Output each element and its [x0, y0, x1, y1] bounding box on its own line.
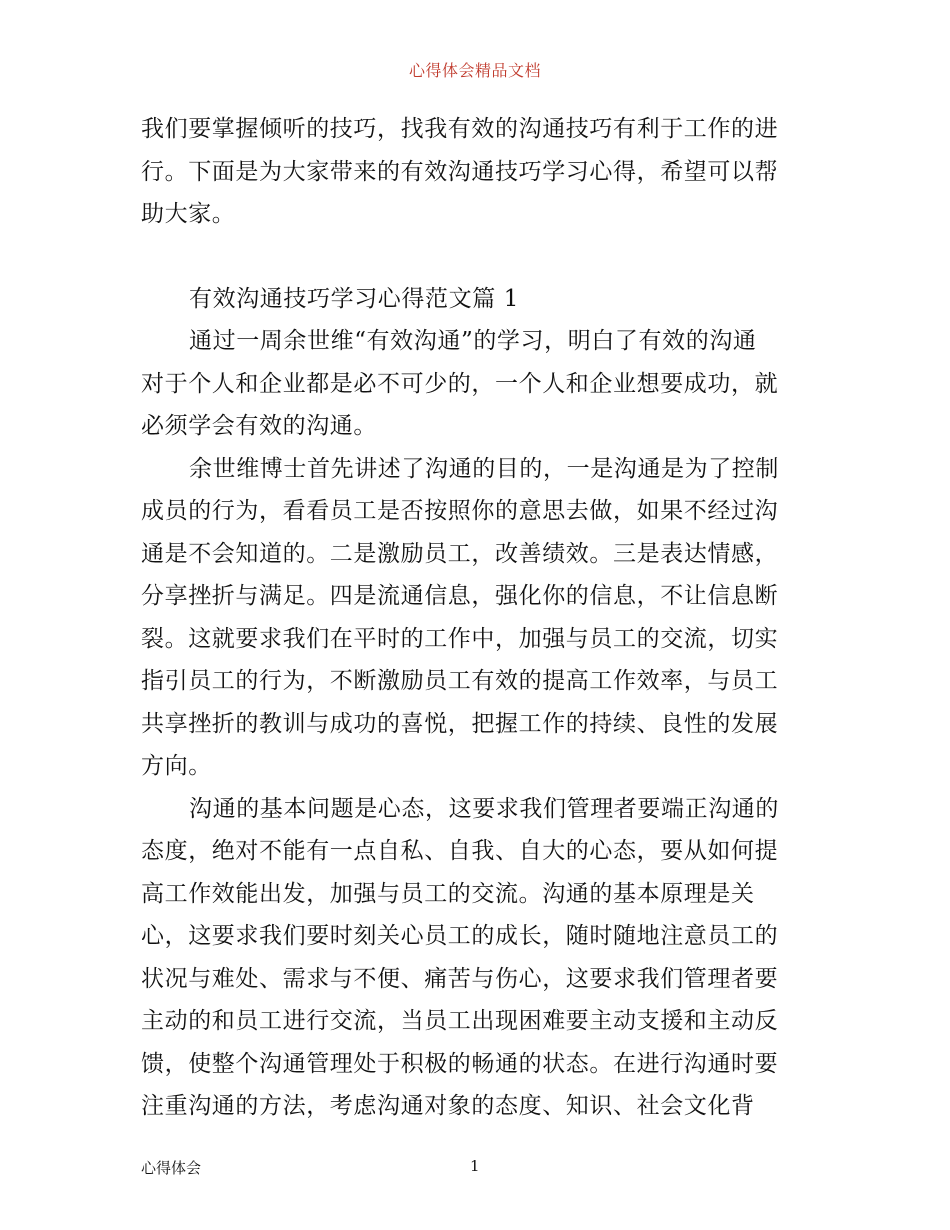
intro-line: 行。下面是为大家带来的有效沟通技巧学习心得，希望可以帮 — [141, 158, 779, 185]
paragraph-line: 通过一周余世维“有效沟通”的学习，明白了有效的沟通 — [189, 328, 757, 354]
page-number: 1 — [470, 1157, 480, 1175]
paragraph-line: 指引员工的行为，不断激励员工有效的提高工作效率，与员工 — [141, 668, 779, 694]
paragraph-line: 裂。这就要求我们在平时的工作中，加强与员工的交流，切实 — [141, 625, 779, 652]
footer-label: 心得体会 — [141, 1159, 202, 1177]
paragraph-gap — [141, 236, 813, 278]
paragraph-line: 方向。 — [141, 753, 212, 779]
paragraph-line: 心，这要求我们要时刻关心员工的成长，随时随地注意员工的 — [141, 923, 779, 949]
paragraph-line: 分享挫折与满足。四是流通信息，强化你的信息，不让信息断 — [141, 583, 779, 609]
paragraph-line: 馈，使整个沟通管理处于积极的畅通的状态。在进行沟通时要 — [141, 1050, 779, 1077]
paragraph-line: 态度，绝对不能有一点自私、自我、自大的心态，要从如何提 — [141, 838, 779, 864]
paragraph-line: 通是不会知道的。二是激励员工，改善绩效。三是表达情感， — [141, 540, 779, 567]
document-body — [141, 108, 813, 1128]
paragraph-2 — [141, 448, 813, 788]
section-title — [141, 278, 813, 321]
paragraph-line: 成员的行为，看看员工是否按照你的意思去做，如果不经过沟 — [141, 498, 779, 524]
intro-paragraph — [141, 108, 813, 236]
section-title-text: 有效沟通技巧学习心得范文篇 1 — [189, 285, 519, 312]
page-header-title: 心得体会精品文档 — [408, 61, 541, 80]
intro-line: 我们要掌握倾听的技巧，找我有效的沟通技巧有利于工作的进 — [141, 116, 779, 142]
paragraph-line: 高工作效能出发，加强与员工的交流。沟通的基本原理是关 — [141, 880, 755, 907]
intro-line: 助大家。 — [141, 201, 236, 227]
paragraph-3 — [141, 788, 813, 1128]
paragraph-line: 必须学会有效的沟通。 — [141, 413, 377, 439]
paragraph-line: 共享挫折的教训与成功的喜悦，把握工作的持续、良性的发展 — [141, 710, 779, 737]
paragraph-line: 状况与难处、需求与不便、痛苦与伤心，这要求我们管理者要 — [141, 965, 779, 992]
paragraph-line: 沟通的基本问题是心态，这要求我们管理者要端正沟通的 — [189, 795, 779, 822]
paragraph-line: 主动的和员工进行交流，当员工出现困难要主动支援和主动反 — [141, 1008, 779, 1034]
paragraph-line: 余世维博士首先讲述了沟通的目的，一是沟通是为了控制 — [189, 455, 779, 482]
paragraph-line: 注重沟通的方法，考虑沟通对象的态度、知识、社会文化背 — [141, 1093, 755, 1119]
paragraph-1 — [141, 320, 813, 448]
paragraph-line: 对于个人和企业都是必不可少的，一个人和企业想要成功，就 — [141, 370, 779, 397]
